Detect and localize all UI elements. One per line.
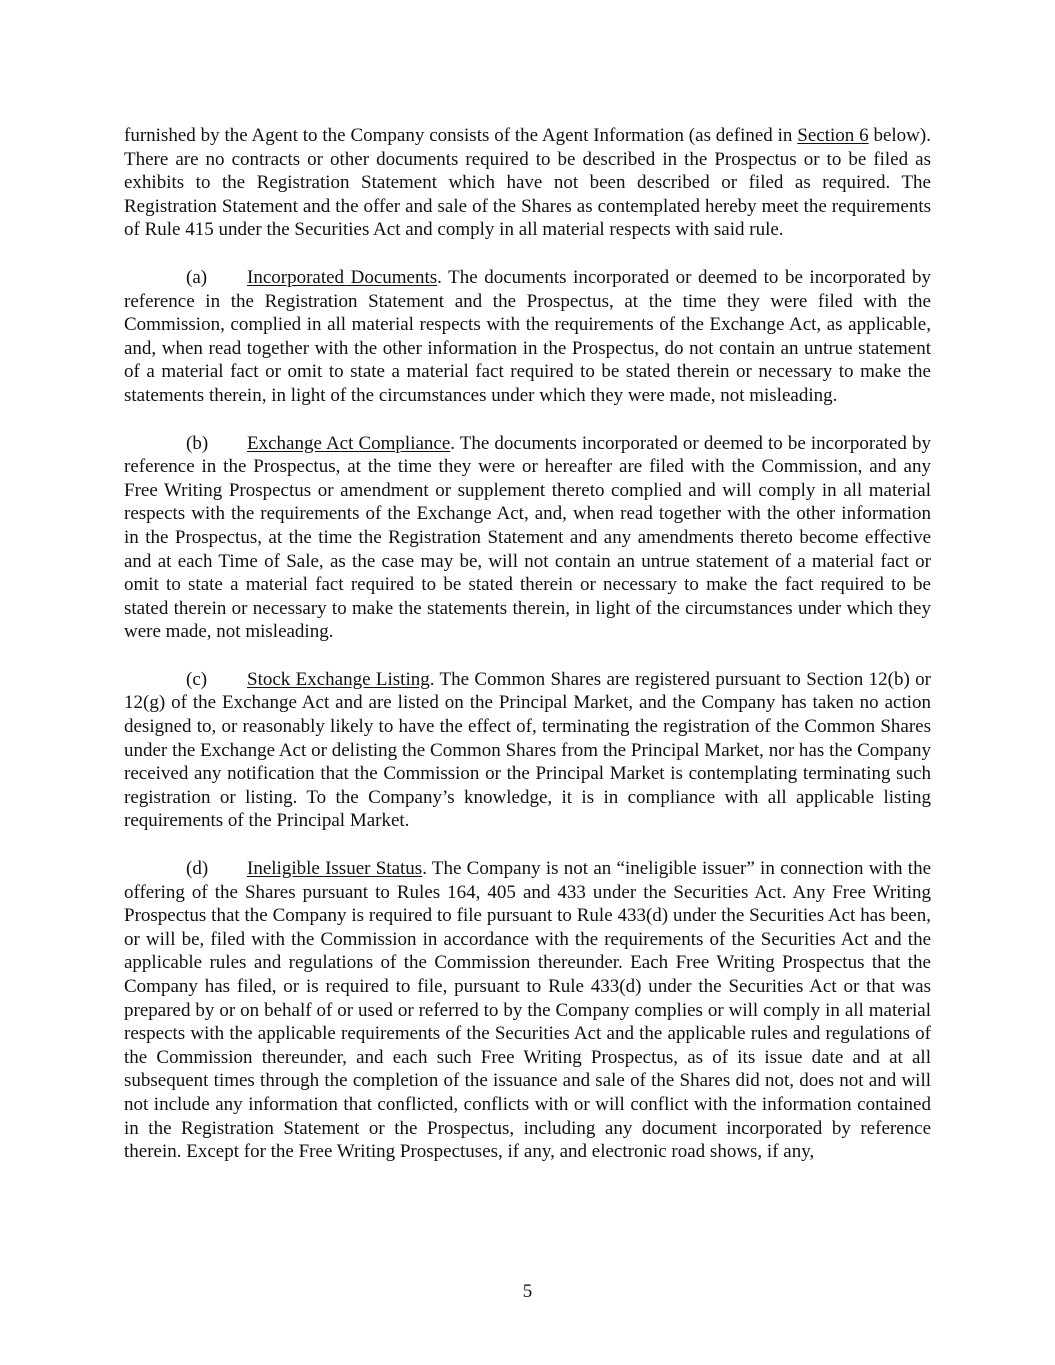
section-b-label: (b) xyxy=(186,432,209,454)
section-a-label: (a) xyxy=(186,266,208,288)
section-b-body: . The documents incorporated or deemed to be incorporated by reference in the Prospectus, at the time they were or hereafter are filed with the Commission, and any Free Writing Prospectus or amendment or supplement thereto complied and will comply in all material respects with the requirements of the Exchange Act, and, when read together with the other information in the Prospectus, at the time the Registration Statement and any amendments thereto become effective and at each Time of Sale, as the case may be, will not contain an untrue statement of a material fact or omit to state a material fact required to be stated therein or necessary to make the fact required to be stated therein or necessary to make the statements therein, in light of the circumstances under which they were made, not misleading. xyxy=(124,432,931,643)
section-d-paragraph xyxy=(124,857,931,1164)
intro-paragraph xyxy=(124,124,931,242)
page-number: 5 xyxy=(522,1281,533,1302)
section-a-heading: Incorporated Documents xyxy=(247,266,438,288)
section-d-body: . The Company is not an “ineligible issuer” in connection with the offering of the Shares pursuant to Rules 164, 405 and 433 under the Securities Act. Any Free Writing Prospectus that the Company is required to file pursuant to Rule 433(d) under the Securities Act has been, or will be, filed with the Commission in accordance with the requirements of the Securities Act and the applicable rules and regulations of the Commission thereunder. Each Free Writing Prospectus that the Company has filed, or is required to file, pursuant to Rule 433(d) under the Securities Act or that was prepared by or on behalf of or used or referred to by the Company complies or will comply in all material respects with the applicable requirements of the Securities Act and the applicable rules and regulations of the Commission thereunder, and each such Free Writing Prospectus, as of its issue date and at all subsequent times through the completion of the issuance and sale of the Shares did not, does not and will not include any information that conflicted, conflicts with or will conflict with the information contained in the Registration Statement or the Prospectus, including any document incorporated by reference therein. Except for the Free Writing Prospectuses, if any, and electronic road shows, if any, xyxy=(124,858,931,1163)
section-c-paragraph xyxy=(124,668,931,833)
intro-text-after-ref: below). There are no contracts or other documents required to be described in the Prospectus or to be filed as exhibits to the Registration Statement which have not been described or filed as required. The Registration Statement and the offer and sale of the Shares as contemplated hereby meet the requirements of Rule 415 under the Securities Act and comply in all material respects with said rule. xyxy=(124,125,931,241)
section-c-label: (c) xyxy=(186,668,208,690)
section-a-paragraph xyxy=(124,266,931,408)
section-6-reference: Section 6 xyxy=(797,125,869,146)
document-page xyxy=(124,124,931,1188)
section-c-heading: Stock Exchange Listing xyxy=(247,668,430,690)
intro-text-before-ref: furnished by the Agent to the Company consists of the Agent Information (as defined in xyxy=(124,125,798,146)
section-b-paragraph xyxy=(124,432,931,644)
section-a-body: . The documents incorporated or deemed to be incorporated by reference in the Registration Statement and the Prospectus, at the time they were filed with the Commission, complied in all material respects with the requirements of the Exchange Act, as applicable, and, when read together with the other information in the Prospectus, do not contain an untrue statement of a material fact or omit to state a material fact required to be stated therein or necessary to make the statements therein, in light of the circumstances under which they were made, not misleading. xyxy=(124,266,931,406)
section-d-heading: Ineligible Issuer Status xyxy=(247,858,423,880)
section-c-body: . The Common Shares are registered pursuant to Section 12(b) or 12(g) of the Exchange Act and are listed on the Principal Market, and the Company has taken no action designed to, or reasonably likely to have the effect of, terminating the registration of the Common Shares under the Exchange Act or delisting the Common Shares from the Principal Market, nor has the Company received any notification that the Commission or the Principal Market is contemplating terminating such registration or listing. To the Company’s knowledge, it is in compliance with all applicable listing requirements of the Principal Market. xyxy=(124,668,931,832)
section-d-label: (d) xyxy=(186,858,209,880)
section-b-heading: Exchange Act Compliance xyxy=(247,432,451,454)
